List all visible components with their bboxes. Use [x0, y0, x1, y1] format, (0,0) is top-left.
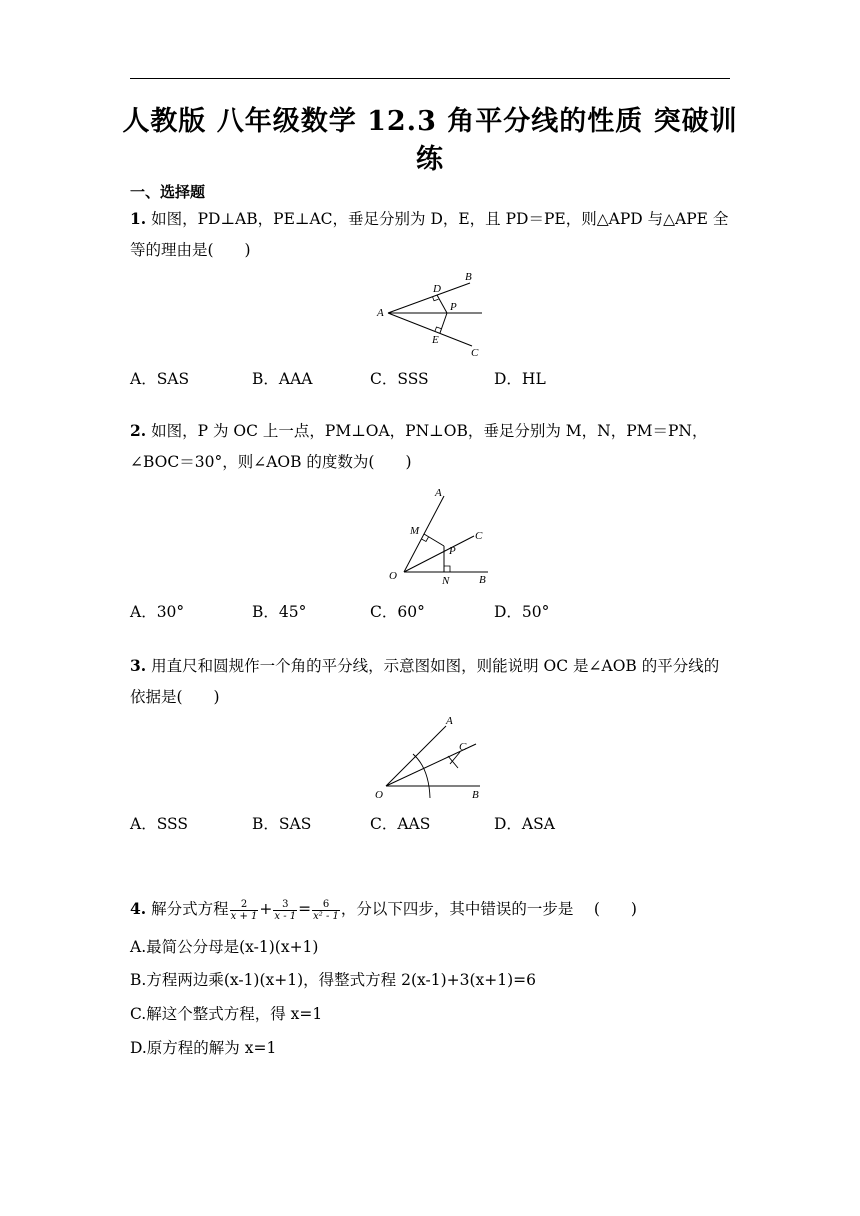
label-c: C [475, 530, 483, 542]
label-d: D [433, 283, 441, 295]
option-c[interactable]: C．SSS [370, 370, 429, 388]
ray-oa [386, 726, 446, 786]
choice-d[interactable]: D.原方程的解为 x=1 [130, 1039, 277, 1057]
option-a[interactable]: A．SAS [130, 370, 190, 388]
header-rule [130, 78, 730, 79]
options-q1 [130, 367, 730, 391]
question-3 [130, 650, 732, 713]
fraction-1 [230, 899, 259, 922]
section-heading: 一、选择题 [130, 183, 206, 201]
arc-2 [448, 756, 458, 768]
question-text: 如图，PD⊥AB，PE⊥AC，垂足分别为 D，E，且 PD＝PE，则△APD 与△APE 全等的理由是( ) [130, 210, 729, 259]
label-c: C [471, 347, 479, 358]
question-4 [130, 897, 637, 922]
right-angle-mark-n [444, 566, 450, 572]
right-angle-mark-d [433, 297, 439, 301]
label-o: O [389, 570, 397, 582]
question-tail: ，分以下四步，其中错误的一步是 ( ) [340, 900, 637, 918]
label-a: A [435, 487, 442, 499]
option-b[interactable]: B．45° [252, 603, 307, 621]
label-b: B [479, 574, 486, 586]
question-number: 4. [130, 899, 147, 918]
ray-ab [388, 283, 470, 313]
label-p: P [449, 545, 456, 557]
equals-sign: = [298, 900, 312, 918]
fraction-den: x² - 1 [313, 910, 339, 922]
figure-q3 [370, 712, 496, 804]
fraction-num: 2 [240, 898, 248, 910]
options-q2 [130, 600, 730, 624]
label-p: P [450, 301, 457, 313]
fraction-2 [273, 899, 297, 922]
plus-sign: + [259, 900, 273, 918]
fraction-den: x - 1 [274, 910, 297, 922]
figure-q1 [370, 266, 490, 358]
label-a: A [377, 307, 384, 319]
option-d[interactable]: D．50° [494, 603, 550, 621]
option-b[interactable]: B．AAA [252, 370, 313, 388]
option-a[interactable]: A．SSS [130, 815, 189, 833]
fraction-num: 6 [322, 898, 330, 910]
question-lead: 解分式方程 [151, 900, 229, 918]
choice-b[interactable]: B.方程两边乘(x-1)(x+1)，得整式方程 2(x-1)+3(x+1)=6 [130, 971, 536, 989]
question-number: 1. [130, 209, 147, 228]
segment-pd [437, 295, 447, 313]
choice-c[interactable]: C.解这个整式方程，得 x=1 [130, 1005, 323, 1023]
option-a[interactable]: A．30° [130, 603, 185, 621]
fraction-3 [312, 899, 340, 922]
option-d[interactable]: D．HL [494, 370, 546, 388]
question-text: 如图，P 为 OC 上一点，PM⊥OA，PN⊥OB，垂足分别为 M，N，PM＝PN，∠BOC＝30°，则∠AOB 的度数为( ) [130, 422, 708, 471]
question-2 [130, 415, 732, 478]
segment-pe [440, 313, 447, 333]
figure-q2 [382, 484, 494, 586]
question-text: 用直尺和圆规作一个角的平分线，示意图如图，则能说明 OC 是∠AOB 的平分线的依据是( ) [130, 657, 720, 706]
label-a: A [446, 715, 453, 727]
question-number: 3. [130, 656, 147, 675]
question-number: 2. [130, 421, 147, 440]
fraction-num: 3 [282, 898, 289, 910]
label-m: M [410, 525, 420, 537]
label-c: C [459, 741, 467, 753]
ray-oc [404, 536, 474, 572]
option-b[interactable]: B．SAS [252, 815, 312, 833]
choice-a[interactable]: A.最简公分母是(x-1)(x+1) [130, 938, 319, 956]
options-q3 [130, 812, 730, 836]
question-1 [130, 203, 732, 266]
label-o: O [375, 789, 383, 801]
label-b: B [465, 271, 472, 283]
fraction-den: x + 1 [230, 910, 258, 922]
label-b: B [472, 789, 479, 801]
option-c[interactable]: C．60° [370, 603, 425, 621]
ray-ac [388, 313, 472, 346]
label-n: N [442, 575, 450, 586]
page-title: 人教版 八年级数学 12.3 角平分线的性质 突破训练 [122, 106, 738, 175]
option-d[interactable]: D．ASA [494, 815, 555, 833]
option-c[interactable]: C．AAS [370, 815, 431, 833]
label-e: E [432, 334, 439, 346]
arc-1 [413, 754, 430, 798]
